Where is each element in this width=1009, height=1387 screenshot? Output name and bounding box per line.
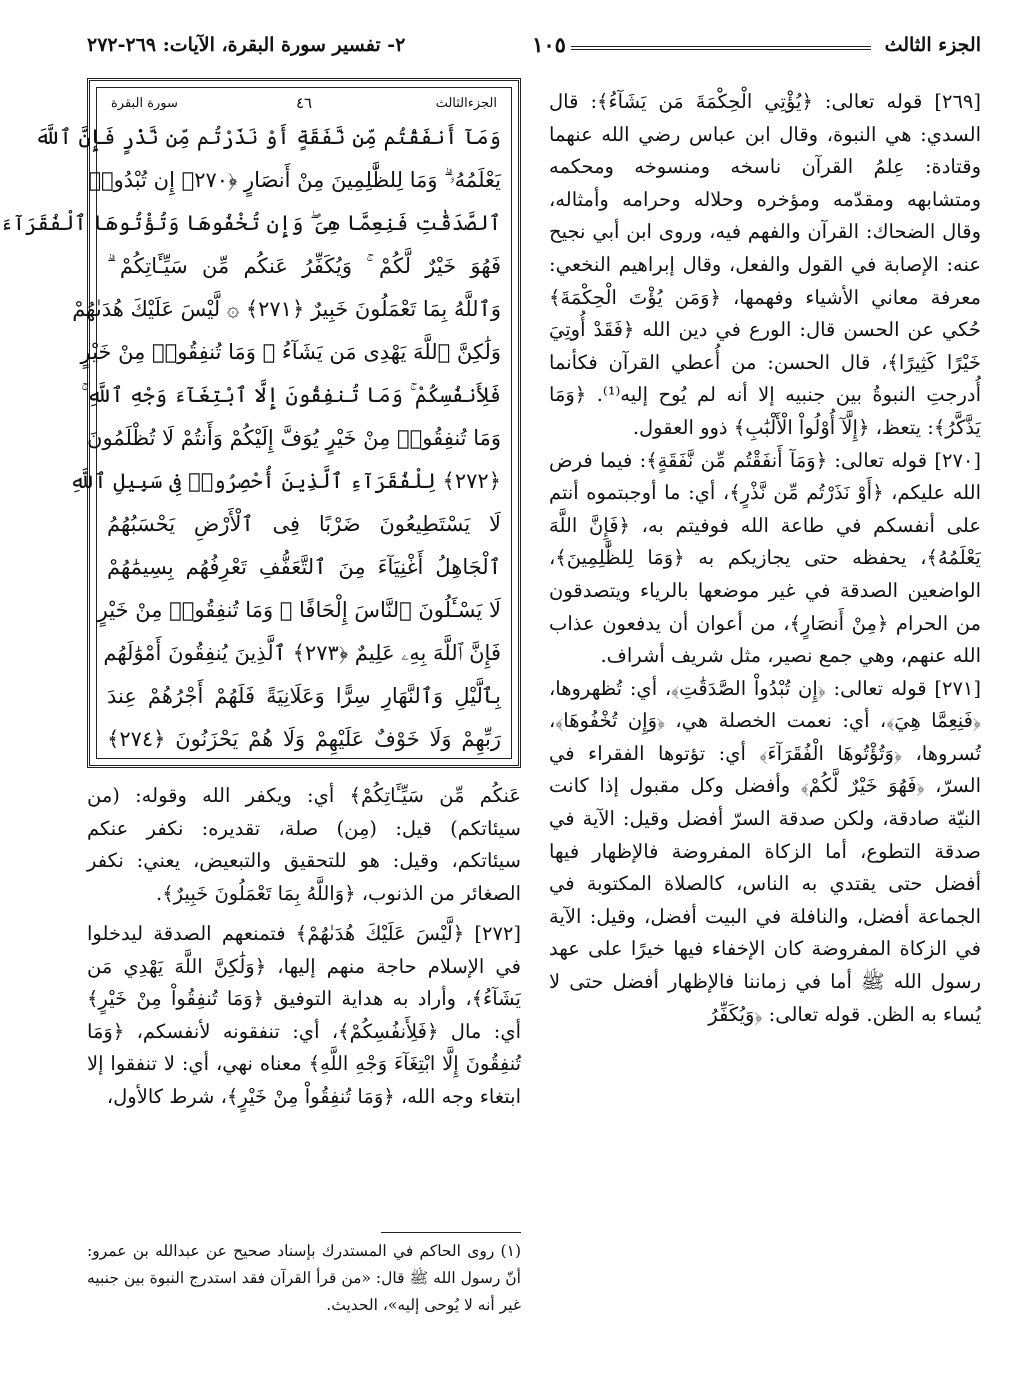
commentary-paragraph-272: [٢٧٢] ﴿لَّيْسَ عَلَيْكَ هُدَىٰهُمْ﴾ فتمنعهم الصدقة ليدخلوا في الإسلام حاجة منهم إليها، ﴿وَلَٰكِنَّ اللَّهَ يَهْدِي مَن يَشَآءُ﴾، وأراد به هداية التوفيق ﴿وَمَا تُنفِقُواْ مِنْ خَيْرٍ﴾ أي: مال ﴿فَلِأَنفُسِكُمْ﴾، أي: تنفقونه لأنفسكم، ﴿وَمَا تُنفِقُونَ إِلَّا ابْتِغَآءَ وَجْهِ اللَّهِ﴾ معناه نهي، أي: لا تنفقوا إلا ابتغاء وجه الله، ﴿وَمَا تُنفِقُواْ مِنْ خَيْرٍ﴾، شرط كالأول، xyxy=(87,922,521,1108)
quran-line: ٱلْجَاهِلُ أَغْنِيَآءَ مِنَ ٱلتَّعَفُّفِ تَعْرِفُهُم بِسِيمَٰهُمْ xyxy=(107,555,501,579)
quran-line: لَا يَسْتَطِيعُونَ ضَرْبًا فِى ٱلْأَرْضِ يَحْسَبُهُمُ xyxy=(107,512,501,536)
quran-line: بِٱلَّيْلِ وَٱلنَّهَارِ سِرًّا وَعَلَانِيَةً فَلَهُمْ أَجْرُهُمْ عِندَ xyxy=(107,684,501,708)
quran-line: يَعْلَمُهُۥ ۗ وَمَا لِلظَّٰلِمِينَ مِنْ أَنصَارٍ ﴿٢٧٠﴾ إِن تُبْدُوا۟ xyxy=(88,168,501,192)
page-number: ١٠٥ xyxy=(532,32,566,57)
commentary-right-column xyxy=(549,86,981,1031)
commentary-left-lower xyxy=(87,918,521,1114)
quran-line: فَلِأَنفُسِكُمْ ۚ وَمَا تُنفِقُونَ إِلَّا ٱبْتِغَآءَ وَجْهِ ٱللَّهِ ۚ xyxy=(81,383,501,407)
quran-panel-header xyxy=(107,96,501,118)
quran-inner-frame xyxy=(0,87,512,759)
commentary-left-upper xyxy=(87,780,521,910)
quran-line: فَهُوَ خَيْرٌ لَّكُمْ ۚ وَيُكَفِّرُ عَنكُم مِّن سَيِّـَٔاتِكُمْ ۗ xyxy=(107,254,501,278)
running-title: ٢- تفسير سورة البقرة، الآيات: ٢٦٩-٢٧٢ xyxy=(87,34,406,56)
quran-line: وَلَٰكِنَّ ٱللَّهَ يَهْدِى مَن يَشَآءُ ۗ وَمَا تُنفِقُوا۟ مِنْ خَيْرٍ xyxy=(80,340,501,364)
quran-text-panel xyxy=(0,78,521,768)
quran-line: وَٱللَّهُ بِمَا تَعْمَلُونَ خَبِيرٌ ﴿٢٧١﴾ ۞ لَّيْسَ عَلَيْكَ هُدَىٰهُمْ xyxy=(72,297,501,321)
footnote-divider xyxy=(381,1232,521,1233)
quran-line: وَمَا تُنفِقُوا۟ مِنْ خَيْرٍ يُوَفَّ إِلَيْكُمْ وَأَنتُمْ لَا تُظْلَمُونَ xyxy=(87,426,501,450)
quran-page-label: ٤٦ xyxy=(295,94,313,112)
quran-line: لَا يَسْـَٔلُونَ ٱلنَّاسَ إِلْحَافًا ۗ وَمَا تُنفِقُوا۟ مِنْ خَيْرٍ xyxy=(97,598,501,622)
quran-line: وَمَآ أَنفَقْتُم مِّن نَّفَقَةٍ أَوْ نَذَرْتُم مِّن نَّذْرٍ فَإِنَّ ٱللَّهَ xyxy=(34,125,501,149)
quran-line: رَبِّهِمْ وَلَا خَوْفٌ عَلَيْهِمْ وَلَا هُمْ يَحْزَنُونَ ﴿٢٧٤﴾ xyxy=(107,727,501,751)
quran-surah-label: سورة البقرة xyxy=(111,96,178,111)
juz-label: الجزء الثالث xyxy=(884,34,981,56)
footnote: (١) روى الحاكم في المستدرك بإسناد صحيح عن عبدالله بن عمرو: أنّ رسول الله ﷺ قال: «من قرأ القرآن فقد استدرج النبوة بين جنبيه غير أنه لا يُوحى إليه»، الحديث. xyxy=(87,1242,521,1314)
commentary-paragraph-271-cont: عَنكُم مِّن سَيِّـَٔاتِكُمْ﴾ أي: ويكفر الله وقوله: (من سيئاتكم) قيل: (مِن) صلة، تقديره: نكفر عنكم سيئاتكم، وقيل: هو للتحقيق والتبعيض، يعني: نكفر الصغائر من الذنوب، ﴿وَاللَّهُ بِمَا تَعْمَلُونَ خَبِيرٌ﴾. xyxy=(87,784,521,905)
commentary-paragraph-270: [٢٧٠] قوله تعالى: ﴿وَمَآ أَنفَقْتُم مِّن نَّفَقَةٍ﴾: فيما فرض الله عليكم، ﴿أَوْ نَذَرْتُم مِّن نَّذْرٍ﴾، أي: ما أوجبتموه أنتم على أنفسكم في طاعة الله فوفيتم به، ﴿فَإِنَّ اللَّهَ يَعْلَمُهُ﴾، يحفظه حتى يجازيكم به ﴿وَمَا لِلظَّٰلِمِينَ﴾، الواضعين الصدقة في غير موضعها بالرياء ويتصدقون من الحرام ﴿مِنْ أَنصَارٍ﴾، من أعوان أن يدفعون عذاب الله عنهم، وهي جمع نصير، مثل شريف أشراف. xyxy=(549,448,981,668)
quran-line: فَإِنَّ ٱللَّهَ بِهِۦ عَلِيمٌ ﴿٢٧٣﴾ ٱلَّذِينَ يُنفِقُونَ أَمْوَٰلَهُم xyxy=(103,641,501,665)
quran-juz-label: الجزءالثالث xyxy=(435,96,497,111)
header-rule xyxy=(571,46,871,50)
quran-line: ﴿٢٧٢﴾ لِلْفُقَرَآءِ ٱلَّذِينَ أُحْصِرُوا۟ فِى سَبِيلِ ٱللَّهِ xyxy=(69,469,501,493)
page-header xyxy=(87,28,981,64)
commentary-paragraph-271: [٢٧١] قوله تعالى: ﴿إِن تُبْدُواْ الصَّدَقَٰتِ﴾، أي: تُظهروها، ﴿فَنِعِمَّا هِيَ﴾، أي: نعمت الخصلة هي، ﴿وَإِن تُخْفُوهَا﴾، تُسروها، ﴿وَتُؤْتُوهَا الْفُقَرَآءَ﴾ أي: تؤتوها الفقراء في السرّ، ﴿فَهُوَ خَيْرٌ لَّكُمْ﴾ وأفضل وكل مقبول إذا كانت النيّة صادقة، ولكن صدقة السرّ أفضل وقيل: الآية في صدقة التطوع، أما الزكاة المفروضة فالإظهار فيها أفضل حتى يقتدي به الناس، كالصلاة المكتوبة في الجماعة أفضل، والنافلة في البيت أفضل، وقيل: الآية في الزكاة المفروضة كان الإخفاء فيها خيرًا على عهد رسول الله ﷺ أما في زماننا فالإظهار أفضل حتى لا يُساء به الظن. قوله تعالى: ﴿وَيُكَفِّرُ xyxy=(549,676,981,1026)
quran-line: ٱلصَّدَقَٰتِ فَنِعِمَّا هِىَ ۖ وَإِن تُخْفُوهَا وَتُؤْتُوهَا ٱلْفُقَرَآءَ xyxy=(0,211,501,235)
commentary-paragraph-269: [٢٦٩] قوله تعالى: ﴿يُؤْتِي الْحِكْمَةَ مَن يَشَآءُ﴾: قال السدي: هي النبوة، وقال ابن عباس رضي الله عنهما وقتادة: عِلمُ القرآن ناسخه ومنسوخه ومحكمه ومتشابهه ومقدّمه ومؤخره وحلاله وحرامه وأمثاله، وقال الضحاك: القرآن والفهم فيه، وروى ابن أبي نجيح عنه: الإصابة في القول والفعل، وقال إبراهيم النخعي: معرفة معاني الأشياء وفهمها، ﴿وَمَن يُؤْتَ الْحِكْمَةَ﴾ حُكي عن الحسن قال: الورع في دين الله ﴿فَقَدْ أُوتِيَ خَيْرًا كَثِيرًا﴾، قال الحسن: من أُعطي القرآن فكأنما أُدرجتِ النبوةُ بين جنبيه إلا أنه لم يُوح إليه⁽¹⁾. ﴿وَمَا يَذَّكَّرُ﴾: يتعظ، ﴿إِلَّآ أُوْلُواْ الْأَلْبَٰبِ﴾ ذوو العقول. xyxy=(549,90,981,439)
